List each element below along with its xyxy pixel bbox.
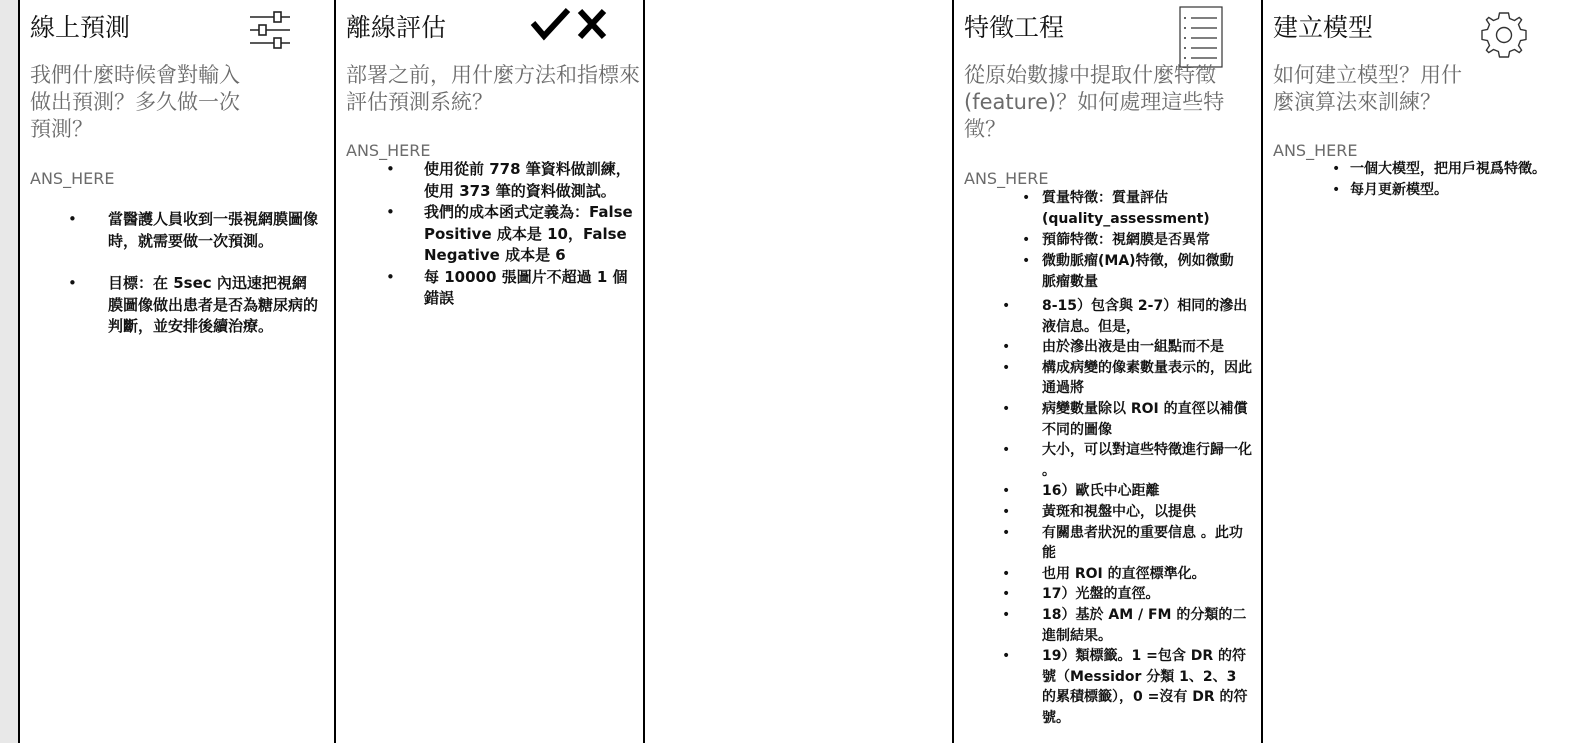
list-item: • 黃斑和視盤中心，以提供 (1002, 503, 1196, 520)
panel-title: 特徵工程 (964, 13, 1065, 42)
list-item: • 預篩特徵：視網膜是否異常 (1022, 232, 1210, 248)
panel-question: 如何建立模型？用什麼演算法來訓練？ (1273, 63, 1462, 114)
panel-build-model (1263, 0, 1584, 743)
sliders-icon (248, 8, 292, 52)
list-item: • 大小，可以對這些特徵進行歸一化 。 (1002, 442, 1252, 479)
panel-question: 部署之前，用什麼方法和指標來評估預測系統？ (346, 63, 640, 114)
check-cross-icon (530, 6, 614, 42)
ans-label: ANS_HERE (346, 141, 431, 160)
ans-label: ANS_HERE (1273, 141, 1358, 160)
list-item: • 構成病變的像素數量表示的，因此通過將 (1002, 359, 1252, 397)
panel-title: 線上預測 (30, 13, 131, 42)
list-item: • 每月更新模型。 (1332, 182, 1448, 198)
list-item: • 有關患者狀況的重要信息 。此功能 (1002, 524, 1243, 562)
list-item: • 病變數量除以 ROI 的直徑以補償不同的圖像 (1002, 400, 1248, 438)
list-item: • 也用 ROI 的直徑標準化。 (1002, 565, 1206, 582)
list-item: • 我們的成本函式定義為：False Positive 成本是 10，False Negative 成本是 6 (386, 203, 633, 264)
list-item: • 微動脈瘤(MA)特徵，例如微動脈瘤數量 (1022, 253, 1234, 290)
list-item: • 質量特徵：質量評估 (quality_assessment) (1022, 190, 1210, 227)
list-icon (1179, 6, 1223, 68)
list-item: • 一個大模型，把用戶視爲特徵。 (1332, 161, 1546, 177)
ans-label: ANS_HERE (964, 169, 1049, 188)
panel-offline-evaluation (336, 0, 643, 743)
gear-icon (1478, 9, 1530, 61)
list-item: • 使用從前 778 筆資料做訓練，使用 373 筆的資料做測試。 (386, 160, 631, 200)
panel-empty (645, 0, 952, 743)
ans-label: ANS_HERE (30, 169, 115, 188)
list-item: • 18）基於 AM / FM 的分類的二進制結果。 (1002, 606, 1247, 644)
panel-question: 我們什麼時候會對輸入做出預測？多久做一次預測？ (30, 63, 240, 141)
panel-question: 從原始數據中提取什麼特徵(feature)？如何處理這些特徵？ (964, 63, 1225, 141)
panel-feature-engineering (954, 0, 1261, 743)
list-item: • 目標：在 5sec 內迅速把視網膜圖像做出患者是否為糖尿病的判斷，並安排後續治療。 (68, 274, 319, 335)
list-item: • 17）光盤的直徑。 (1002, 586, 1160, 603)
list-item: • 16）歐氏中心距離 (1002, 483, 1160, 500)
left-margin-bar (0, 0, 18, 743)
list-item: • 每 10000 張圖片不超過 1 個錯誤 (386, 267, 628, 307)
list-item: • 8-15）包含與 2-7）相同的滲出液信息。但是， (1002, 298, 1248, 335)
panel-title: 離線評估 (346, 13, 447, 42)
panel-title: 建立模型 (1273, 13, 1374, 42)
panel-online-prediction (20, 0, 334, 743)
list-item: • 當醫護人員收到一張視網膜圖像時，就需要做一次預測。 (68, 210, 319, 250)
list-item: • 由於滲出液是由一組點而不是 (1002, 339, 1224, 356)
list-item: • 19）類標籤。1 =包含 DR 的符號（Messidor 分類 1、2、3 的累積標籤），0 =沒有 DR 的符號。 (1002, 648, 1248, 726)
